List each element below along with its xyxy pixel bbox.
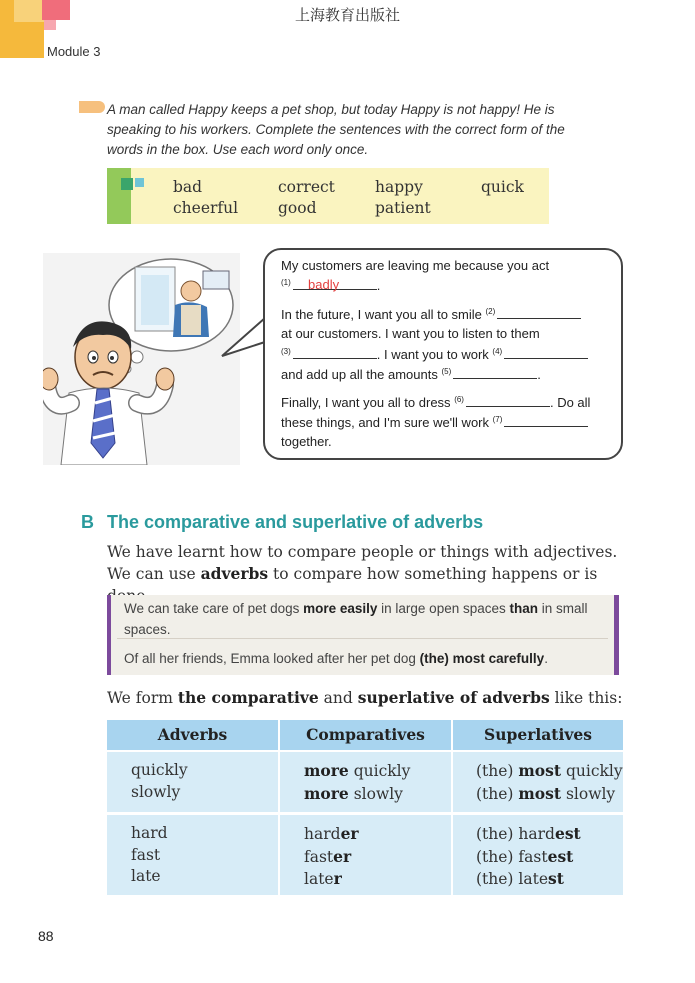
word-box <box>107 168 549 224</box>
blank-number: (2) <box>485 307 496 316</box>
comparative <box>304 760 410 783</box>
superlative <box>476 846 581 869</box>
module-label: Module 3 <box>47 44 101 59</box>
blank-number: (6) <box>454 395 464 404</box>
column-divider <box>278 720 280 895</box>
table-row <box>107 815 623 895</box>
speech-text: Finally, I want you all to dress <box>281 395 451 410</box>
table-row <box>107 752 623 812</box>
comparative-bold: more <box>304 783 349 803</box>
example-bold: (the) most carefully <box>419 651 545 666</box>
example-text: in large open spaces <box>377 601 510 616</box>
comparative <box>304 783 410 806</box>
blank-number: (1) <box>281 278 291 287</box>
comparative-text: slowly <box>348 784 403 803</box>
comparative-text: hard <box>304 825 341 843</box>
answer-blank-7[interactable] <box>504 414 588 427</box>
superlative-bold: est <box>554 824 581 843</box>
speech-line: $^{(1)}$ . <box>281 278 381 293</box>
word-box-accent <box>107 168 131 224</box>
superlative-cell <box>476 823 581 891</box>
speech-line: at our customers. I want you to listen to them <box>281 326 540 341</box>
answer-blank-2[interactable] <box>497 306 581 319</box>
superlative <box>476 783 623 806</box>
speech-bubble-tail <box>221 316 267 360</box>
word-cheerful: cheerful <box>173 199 239 217</box>
divider <box>117 638 608 639</box>
comparative-text: quickly <box>348 762 411 780</box>
form-text: and <box>318 689 358 707</box>
example-sentence <box>124 598 604 640</box>
superlative-text: (the) <box>476 784 519 803</box>
superlative-bold: est <box>547 846 574 866</box>
blank-number: (7) <box>492 415 503 424</box>
comparative-bold: r <box>333 869 342 888</box>
intro-text: to compare how something happens or is <box>273 565 598 583</box>
superlative <box>476 823 581 846</box>
speech-text: . I want you to work <box>376 347 489 362</box>
example-text: We can take care of pet dogs <box>124 601 304 616</box>
example-box <box>107 595 619 675</box>
superlative-bold: st <box>548 869 564 888</box>
instruction-marker-icon <box>79 101 105 113</box>
example-text: . <box>544 651 548 666</box>
adverb: late <box>131 867 161 885</box>
form-instruction <box>107 688 622 707</box>
shopkeeper-illustration <box>43 253 240 465</box>
superlative-text: (the) hard <box>476 825 555 843</box>
word-box-square-icon <box>135 178 144 187</box>
form-text: We form <box>107 689 178 707</box>
header-comparatives: Comparatives <box>306 725 425 744</box>
word-bad: bad <box>173 178 203 196</box>
speech-line: My customers are leaving me because you act <box>281 258 550 273</box>
header-adverbs: Adverbs <box>157 725 228 744</box>
example-bold: more easily <box>303 601 378 616</box>
superlative <box>476 868 581 891</box>
word-box-square-icon <box>121 178 133 190</box>
speech-line: together. <box>281 434 332 449</box>
comparative-cell <box>304 760 410 805</box>
comparative <box>304 823 359 846</box>
comparative <box>304 868 359 891</box>
superlative-text: quickly <box>561 762 623 780</box>
speech-line <box>281 306 581 322</box>
speech-text: In the future, I want you all to smile <box>281 307 482 322</box>
word-good: good <box>278 199 317 217</box>
intro-text: We have learnt how to compare people or things with adjectives. We can use <box>107 543 618 583</box>
adverb: fast <box>131 845 161 864</box>
word-quick: quick <box>481 178 524 196</box>
column-divider <box>451 720 453 895</box>
superlative-bold: most <box>518 783 562 803</box>
superlative-cell <box>476 760 623 805</box>
blank-number: (5) <box>441 367 452 376</box>
superlative-bold: most <box>518 761 562 780</box>
comparative-bold: more <box>304 761 349 780</box>
section-title: The comparative and superlative of adverbs <box>107 512 484 532</box>
speech-line <box>281 414 588 430</box>
adverb: quickly <box>131 761 188 779</box>
exercise-instructions: A man called Happy keeps a pet shop, but today Happy is not happy! He is speaking to his workers. Complete the sentences with the correct form of the words in the box. Use each word only once. <box>107 102 565 157</box>
answer-blank-5[interactable] <box>453 366 537 379</box>
answer-blank-3[interactable] <box>293 346 377 359</box>
speech-text: these things, and I'm sure we'll work <box>281 415 489 430</box>
adverb: slowly <box>131 782 181 801</box>
blank-number: (4) <box>492 347 503 356</box>
section-letter: B <box>81 512 94 532</box>
worried-man-icon <box>43 253 240 465</box>
adverb: hard <box>131 824 168 842</box>
superlative-text: (the) late <box>476 870 549 888</box>
superlative-text: (the) <box>476 762 519 780</box>
speech-line <box>281 394 590 410</box>
comparative-bold: er <box>340 824 359 843</box>
speech-text: . Do all <box>549 395 591 410</box>
speech-line: and add up all the amounts $^{(5)}$ . <box>281 367 541 382</box>
form-bold: the comparative <box>177 688 319 707</box>
superlative <box>476 760 623 783</box>
adverb-cell <box>131 823 168 888</box>
form-text: like this: <box>549 689 623 707</box>
example-text: Of all her friends, Emma looked after her pet dog <box>124 651 420 666</box>
example-text: in small spaces. <box>124 601 588 637</box>
filled-answer: badly <box>308 277 340 292</box>
comparative-text: late <box>304 870 334 888</box>
table-header <box>107 720 623 750</box>
comparative-cell <box>304 823 359 891</box>
word-happy: happy <box>375 178 423 196</box>
intro-bold: adverbs <box>200 564 269 583</box>
comparative-bold: er <box>333 846 352 866</box>
word-correct: correct <box>278 178 335 196</box>
superlative-text: (the) fast <box>476 847 548 866</box>
header-superlatives: Superlatives <box>484 725 592 744</box>
answer-blank-6[interactable] <box>466 394 550 407</box>
comparative-text: fast <box>304 847 334 866</box>
form-bold: superlative of adverbs <box>357 688 550 707</box>
speech-line <box>281 346 588 362</box>
publisher-name: 上海教育出版社 <box>294 6 400 24</box>
blank-number: (3) <box>281 347 291 356</box>
page-number: 88 <box>38 928 54 944</box>
speech-text: and add up all the amounts <box>281 367 438 382</box>
example-sentence <box>124 648 604 669</box>
superlative-text: slowly <box>561 784 616 803</box>
adverb-cell <box>131 760 188 803</box>
comparative <box>304 846 359 869</box>
example-bold: than <box>509 601 538 616</box>
word-patient: patient <box>375 199 431 217</box>
answer-blank-4[interactable] <box>504 346 588 359</box>
